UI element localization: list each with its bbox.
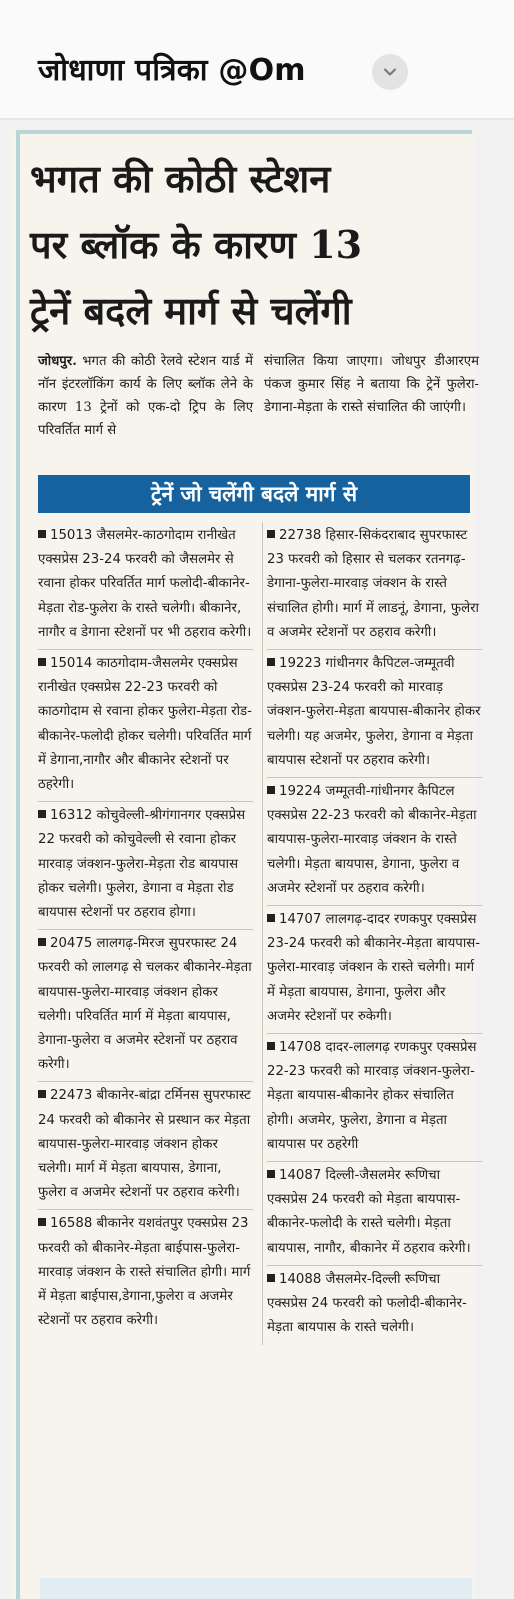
bullet-icon xyxy=(38,658,46,666)
train-list-right xyxy=(262,522,482,1345)
article-intro-right xyxy=(264,350,479,419)
dateline: जोधपुर. xyxy=(38,354,77,369)
bullet-icon xyxy=(267,1042,275,1050)
list-item xyxy=(267,650,482,778)
item-text: 19223 गांधीनगर कैपिटल-जम्मूतवी एक्सप्रेस 23-24 फरवरी को मारवाड़ जंक्शन-फुलेरा-मेड़ता बायपास-बीकानेर होकर चलेगी। यह अजमेर, फुलेरा, डेगाना व मेड़ता बायपास स्टेशनों पर ठहराव करेगी। xyxy=(267,656,481,768)
item-text: 15014 काठगोदाम-जैसलमेर एक्सप्रेस रानीखेत एक्सप्रेस 22-23 फरवरी को काठगोदाम से रवाना होकर फुलेरा-मेड़ता रोड-बीकानेर-फलोदी होकर चलेगी। परिवर्तित मार्ग में डेगाना,नागौर और बीकानेर स्टेशनों पर ठहरेगी। xyxy=(38,656,252,793)
bullet-icon xyxy=(267,1274,275,1282)
item-text: 22738 हिसार-सिकंदराबाद सुपरफास्ट 23 फरवरी को हिसार से चलकर रतनगढ़-डेगाना-फुलेरा-मारवाड़ जंक्शन के रास्ते संचालित होगी। मार्ग में लाडनूं, डेगाना, फुलेरा व अजमेर स्टेशनों पर ठहराव करेगी। xyxy=(267,528,480,640)
bullet-icon xyxy=(38,530,46,538)
bullet-icon xyxy=(267,1170,275,1178)
list-item xyxy=(38,802,253,930)
list-item xyxy=(38,1082,253,1210)
intro-text: भगत की कोठी रेलवे स्टेशन यार्ड में नॉन इंटरलॉकिंग कार्य के लिए ब्लॉक लेने के कारण 13 ट्रेनों को एक-दो ट्रिप के लिए परिवर्तित मार्ग से xyxy=(38,354,253,438)
next-section-strip xyxy=(40,1578,472,1599)
bullet-icon xyxy=(267,786,275,794)
item-text: 16312 कोचुवेल्ली-श्रीगंगानगर एक्सप्रेस 22 फरवरी को कोचुवेल्ली से रवाना होकर मारवाड़ जंक्शन-फुलेरा-मेड़ता रोड बायपास होकर चलेगी। फुलेरा, डेगाना व मेड़ता रोड बायपास स्टेशनों पर ठहराव होगा। xyxy=(38,808,246,921)
list-item xyxy=(38,930,253,1082)
headline-line: पर ब्लॉक के कारण 13 xyxy=(30,222,363,267)
app-header xyxy=(0,0,514,118)
list-item xyxy=(267,522,482,650)
headline-line: भगत की कोठी स्टेशन xyxy=(30,156,331,201)
list-item xyxy=(267,1034,482,1162)
chevron-down-icon xyxy=(382,64,398,80)
header-divider xyxy=(0,118,514,120)
list-item xyxy=(267,778,482,906)
item-text: 14707 लालगढ़-दादर रणकपुर एक्सप्रेस 23-24 फरवरी को बीकानेर-मेड़ता बायपास-फुलेरा-मारवाड़ जंक्शन के रास्ते चलेगी। मार्ग में मेड़ता बायपास, डेगाना, फुलेरा और अजमेर स्टेशनों पर रुकेगी। xyxy=(267,912,481,1024)
item-text: 14088 जैसलमेर-दिल्ली रूणिचा एक्सप्रेस 24 फरवरी को फलोदी-बीकानेर-मेड़ता बायपास के रास्ते चलेगी। xyxy=(267,1271,467,1336)
item-text: 14087 दिल्ली-जैसलमेर रूणिचा एक्सप्रेस 24 फरवरी को मेड़ता बायपास-बीकानेर-फलोदी के रास्ते चलेगी। मेड़ता बायपास, नागौर, बीकानेर में ठहराव करेगी। xyxy=(267,1168,471,1256)
expand-button[interactable] xyxy=(372,54,408,90)
item-text: 20475 लालगढ़-मिरज सुपरफास्ट 24 फरवरी को लालगढ़ से चलकर बीकानेर-मेड़ता बायपास-फुलेरा-मारवाड़ जंक्शन होकर चलेगी। परिवर्तित मार्ग में मेड़ता बायपास, डेगाना-फुलेरा व अजमेर स्टेशनों पर ठहराव करेगी। xyxy=(38,936,252,1073)
bullet-icon xyxy=(38,938,46,946)
bullet-icon xyxy=(267,530,275,538)
headline-line: ट्रेनें बदले मार्ग से चलेंगी xyxy=(30,288,352,333)
item-text: 19224 जम्मूतवी-गांधीनगर कैपिटल एक्सप्रेस 22-23 फरवरी को बीकानेर-मेड़ता बायपास-फुलेरा-मारवाड़ जंक्शन के रास्ते चलेगी। मेड़ता बायपास, डेगाना, फुलेरा व अजमेर स्टेशनों पर ठहराव करेगी। xyxy=(267,784,477,896)
list-item xyxy=(38,1210,253,1337)
bullet-icon xyxy=(267,914,275,922)
bullet-icon xyxy=(267,658,275,666)
list-item xyxy=(38,650,253,802)
item-text: 22473 बीकानेर-बांद्रा टर्मिनस सुपरफास्ट 24 फरवरी को बीकानेर से प्रस्थान कर मेड़ता बायपास-फुलेरा-मारवाड़ जंक्शन होकर चलेगी। मार्ग में मेड़ता बायपास, डेगाना, फुलेरा व अजमेर स्टेशनों पर ठहराव करेगी। xyxy=(38,1088,251,1201)
bullet-icon xyxy=(38,1218,46,1226)
item-text: 15013 जैसलमेर-काठगोदाम रानीखेत एक्सप्रेस 23-24 फरवरी को जैसलमेर से रवाना होकर परिवर्तित मार्ग फलोदी-बीकानेर-मेड़ता रोड-फुलेरा के रास्ते चलेगी। बीकानेर, नागौर व डेगाना स्टेशनों पर भी ठहराव करेगी। xyxy=(38,528,252,640)
item-text: 14708 दादर-लालगढ़ रणकपुर एक्सप्रेस 22-23 फरवरी को मारवाड़ जंक्शन-फुलेरा-मेड़ता बायपास-बीकानेर होकर संचालित होगी। अजमेर, फुलेरा, डेगाना व मेड़ता बायपास पर ठहरेगी xyxy=(267,1040,477,1152)
list-item xyxy=(38,522,253,650)
item-text: 16588 बीकानेर यशवंतपुर एक्सप्रेस 23 फरवरी को बीकानेर-मेड़ता बाईपास-फुलेरा-मारवाड़ जंक्शन के रास्ते संचालित होगी। मार्ग में मेड़ता बाईपास,डेगाना,फुलेरा व अजमेर स्टेशनों पर ठहराव करेगी। xyxy=(38,1216,251,1329)
article-headline xyxy=(30,146,470,344)
list-item xyxy=(267,1162,482,1266)
page-title: जोधाणा पत्रिका @Om xyxy=(38,53,306,88)
list-item xyxy=(267,1266,482,1345)
section-banner: ट्रेनें जो चलेंगी बदले मार्ग से xyxy=(38,475,470,513)
train-list-left xyxy=(38,522,253,1338)
bullet-icon xyxy=(38,810,46,818)
bullet-icon xyxy=(38,1090,46,1098)
article-intro-left xyxy=(38,350,253,442)
list-item xyxy=(267,906,482,1034)
intro-text: संचालित किया जाएगा। जोधपुर डीआरएम पंकज कुमार सिंह ने बताया कि ट्रेनें फुलेरा-डेगाना-मेड़ता के रास्ते संचालित की जाएंगी। xyxy=(264,354,479,415)
